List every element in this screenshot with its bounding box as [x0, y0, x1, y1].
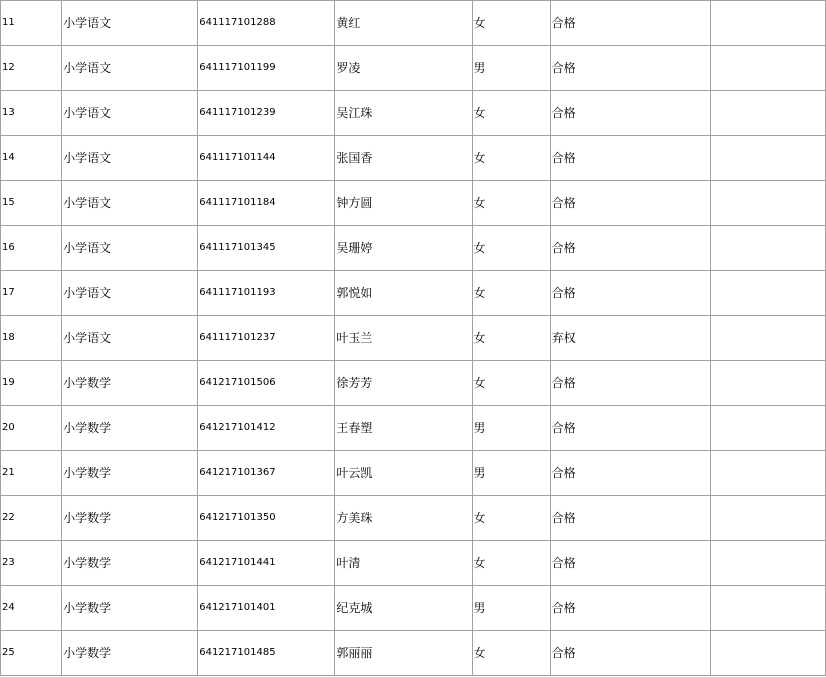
table-row [1, 271, 826, 316]
name-cell: 黄红 [335, 1, 472, 46]
name-cell: 吴珊婷 [335, 226, 472, 271]
subject-cell: 小学语文 [62, 136, 198, 181]
name-cell: 徐芳芳 [335, 361, 472, 406]
gender-cell: 女 [472, 1, 550, 46]
exam-id-cell: 641117101288 [198, 1, 335, 46]
exam-id-cell: 641217101401 [198, 586, 335, 631]
exam-id-cell: 641117101345 [198, 226, 335, 271]
row-number-cell: 16 [1, 226, 62, 271]
result-cell: 弃权 [550, 316, 710, 361]
exam-id-cell: 641117101199 [198, 46, 335, 91]
exam-id-cell: 641117101239 [198, 91, 335, 136]
gender-cell: 男 [472, 451, 550, 496]
exam-id-cell: 641217101506 [198, 361, 335, 406]
result-cell: 合格 [550, 1, 710, 46]
subject-cell: 小学数学 [62, 406, 198, 451]
table-row [1, 226, 826, 271]
name-cell: 张国香 [335, 136, 472, 181]
row-number-cell: 24 [1, 586, 62, 631]
table-row [1, 46, 826, 91]
exam-id-cell: 641117101193 [198, 271, 335, 316]
name-cell: 吴江珠 [335, 91, 472, 136]
note-cell [710, 226, 825, 271]
note-cell [710, 631, 825, 676]
table-row [1, 631, 826, 676]
result-cell: 合格 [550, 406, 710, 451]
table-row [1, 136, 826, 181]
exam-id-cell: 641217101367 [198, 451, 335, 496]
exam-id-cell: 641117101237 [198, 316, 335, 361]
gender-cell: 女 [472, 181, 550, 226]
table-row [1, 91, 826, 136]
gender-cell: 女 [472, 541, 550, 586]
note-cell [710, 271, 825, 316]
note-cell [710, 316, 825, 361]
note-cell [710, 496, 825, 541]
exam-id-cell: 641217101350 [198, 496, 335, 541]
row-number-cell: 22 [1, 496, 62, 541]
gender-cell: 女 [472, 271, 550, 316]
subject-cell: 小学数学 [62, 541, 198, 586]
row-number-cell: 13 [1, 91, 62, 136]
name-cell: 纪克城 [335, 586, 472, 631]
row-number-cell: 23 [1, 541, 62, 586]
result-cell: 合格 [550, 46, 710, 91]
result-cell: 合格 [550, 226, 710, 271]
gender-cell: 男 [472, 406, 550, 451]
exam-id-cell: 641217101412 [198, 406, 335, 451]
row-number-cell: 18 [1, 316, 62, 361]
subject-cell: 小学数学 [62, 586, 198, 631]
row-number-cell: 12 [1, 46, 62, 91]
result-cell: 合格 [550, 541, 710, 586]
gender-cell: 女 [472, 136, 550, 181]
table-row [1, 496, 826, 541]
result-cell: 合格 [550, 361, 710, 406]
subject-cell: 小学数学 [62, 496, 198, 541]
subject-cell: 小学语文 [62, 316, 198, 361]
result-cell: 合格 [550, 271, 710, 316]
row-number-cell: 14 [1, 136, 62, 181]
row-number-cell: 17 [1, 271, 62, 316]
subject-cell: 小学数学 [62, 451, 198, 496]
results-table-body [1, 1, 826, 676]
result-cell: 合格 [550, 586, 710, 631]
result-cell: 合格 [550, 91, 710, 136]
gender-cell: 女 [472, 361, 550, 406]
gender-cell: 女 [472, 91, 550, 136]
row-number-cell: 11 [1, 1, 62, 46]
name-cell: 罗凌 [335, 46, 472, 91]
exam-id-cell: 641217101485 [198, 631, 335, 676]
gender-cell: 女 [472, 496, 550, 541]
subject-cell: 小学语文 [62, 1, 198, 46]
table-row [1, 361, 826, 406]
table-row [1, 586, 826, 631]
result-cell: 合格 [550, 496, 710, 541]
note-cell [710, 361, 825, 406]
name-cell: 叶清 [335, 541, 472, 586]
name-cell: 方美珠 [335, 496, 472, 541]
row-number-cell: 20 [1, 406, 62, 451]
name-cell: 叶玉兰 [335, 316, 472, 361]
note-cell [710, 91, 825, 136]
table-row [1, 181, 826, 226]
result-cell: 合格 [550, 631, 710, 676]
gender-cell: 女 [472, 631, 550, 676]
gender-cell: 女 [472, 316, 550, 361]
note-cell [710, 451, 825, 496]
name-cell: 叶云凯 [335, 451, 472, 496]
row-number-cell: 15 [1, 181, 62, 226]
note-cell [710, 46, 825, 91]
note-cell [710, 1, 825, 46]
subject-cell: 小学语文 [62, 91, 198, 136]
subject-cell: 小学数学 [62, 631, 198, 676]
result-cell: 合格 [550, 181, 710, 226]
gender-cell: 男 [472, 586, 550, 631]
table-row [1, 406, 826, 451]
note-cell [710, 541, 825, 586]
subject-cell: 小学语文 [62, 226, 198, 271]
note-cell [710, 136, 825, 181]
note-cell [710, 406, 825, 451]
result-cell: 合格 [550, 136, 710, 181]
row-number-cell: 19 [1, 361, 62, 406]
subject-cell: 小学语文 [62, 46, 198, 91]
subject-cell: 小学语文 [62, 271, 198, 316]
name-cell: 郭丽丽 [335, 631, 472, 676]
note-cell [710, 181, 825, 226]
name-cell: 郭悦如 [335, 271, 472, 316]
gender-cell: 男 [472, 46, 550, 91]
name-cell: 王春塑 [335, 406, 472, 451]
row-number-cell: 21 [1, 451, 62, 496]
table-row [1, 316, 826, 361]
row-number-cell: 25 [1, 631, 62, 676]
result-cell: 合格 [550, 451, 710, 496]
table-row [1, 541, 826, 586]
name-cell: 钟方圆 [335, 181, 472, 226]
exam-id-cell: 641117101144 [198, 136, 335, 181]
table-row [1, 451, 826, 496]
table-row [1, 1, 826, 46]
exam-id-cell: 641217101441 [198, 541, 335, 586]
subject-cell: 小学语文 [62, 181, 198, 226]
exam-id-cell: 641117101184 [198, 181, 335, 226]
note-cell [710, 586, 825, 631]
gender-cell: 女 [472, 226, 550, 271]
subject-cell: 小学数学 [62, 361, 198, 406]
